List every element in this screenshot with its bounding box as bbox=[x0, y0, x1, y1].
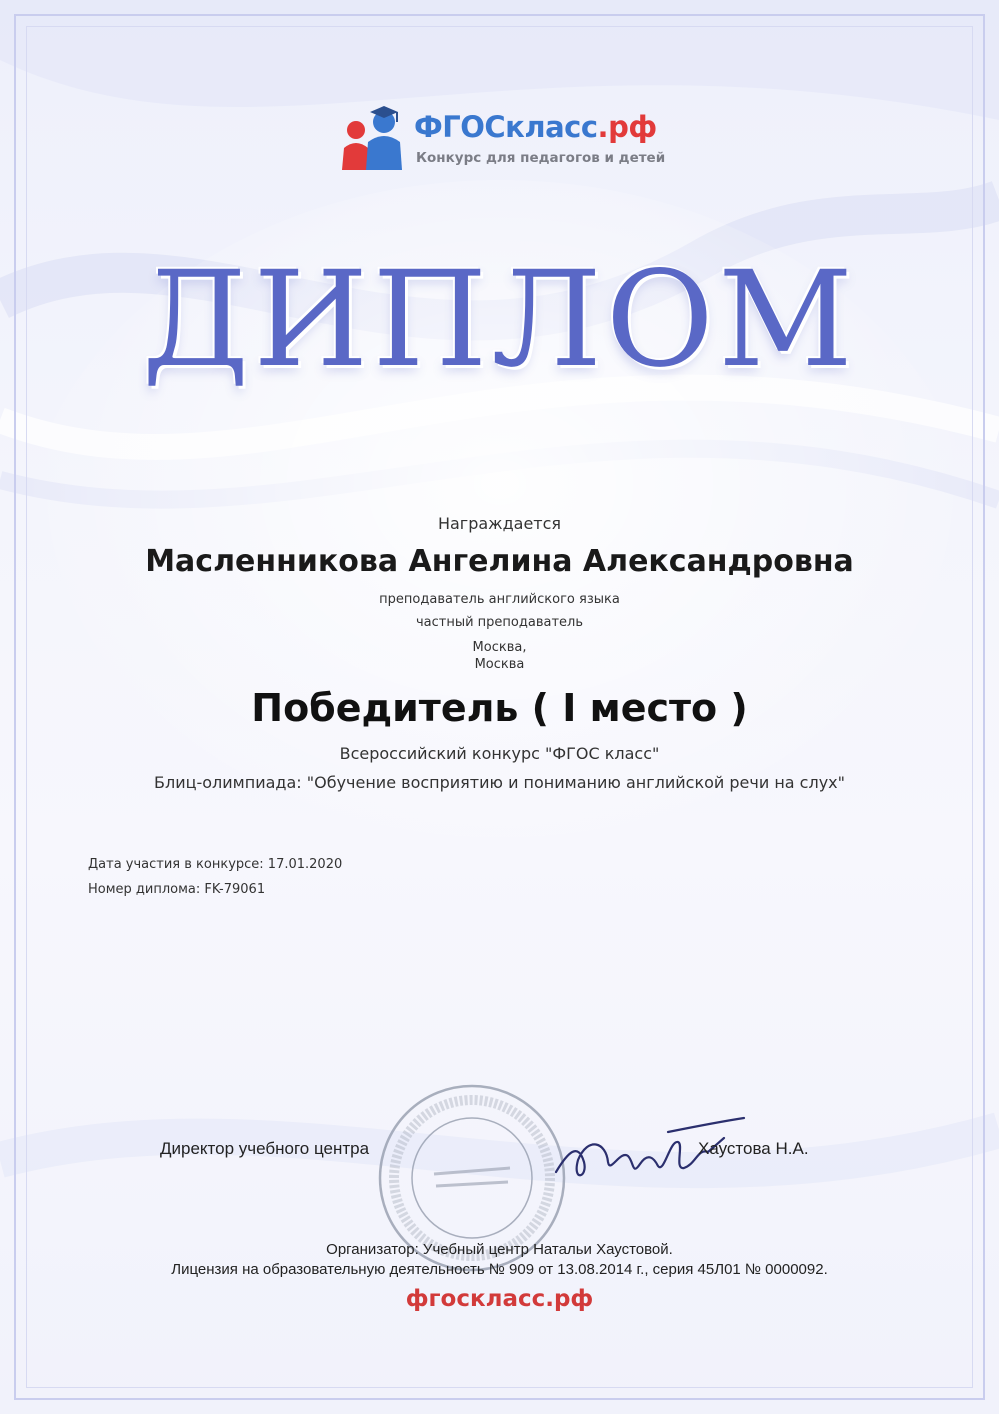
brand-logo bbox=[336, 104, 676, 174]
awarded-label: Награждается bbox=[437, 514, 562, 533]
recipient-region: Москва bbox=[474, 657, 525, 672]
logo-people-icon bbox=[336, 104, 410, 172]
contest-name: Всероссийский конкурс "ФГОС класс" bbox=[339, 744, 660, 763]
participation-date: Дата участия в конкурсе: 17.01.2020 bbox=[88, 857, 343, 872]
olympiad-name: Блиц-олимпиада: "Обучение восприятию и пониманию английской речи на слух" bbox=[154, 773, 845, 792]
license-line: Лицензия на образовательную деятельность № 909 от 13.08.2014 г., серия 45Л01 № 0000092. bbox=[171, 1261, 828, 1278]
director-name: Хаустова Н.А. bbox=[698, 1139, 809, 1158]
recipient-organization: частный преподаватель bbox=[415, 615, 584, 630]
logo-title: ФГОСкласс.рф bbox=[414, 110, 657, 144]
recipient-city: Москва, bbox=[472, 640, 527, 655]
diploma-number: Номер диплома: FK-79061 bbox=[88, 882, 266, 897]
recipient-name: Масленникова Ангелина Александровна bbox=[145, 544, 854, 579]
recipient-position: преподаватель английского языка bbox=[379, 592, 620, 607]
award-result: Победитель ( I место ) bbox=[251, 686, 748, 730]
organizer-line: Организатор: Учебный центр Натальи Хаустовой. bbox=[326, 1241, 673, 1258]
director-label: Директор учебного центра bbox=[160, 1139, 370, 1158]
footer-site: фгоскласс.рф bbox=[405, 1286, 594, 1312]
diploma-title: ДИПЛОМ bbox=[141, 243, 858, 397]
logo-subtitle: Конкурс для педагогов и детей bbox=[416, 150, 666, 166]
